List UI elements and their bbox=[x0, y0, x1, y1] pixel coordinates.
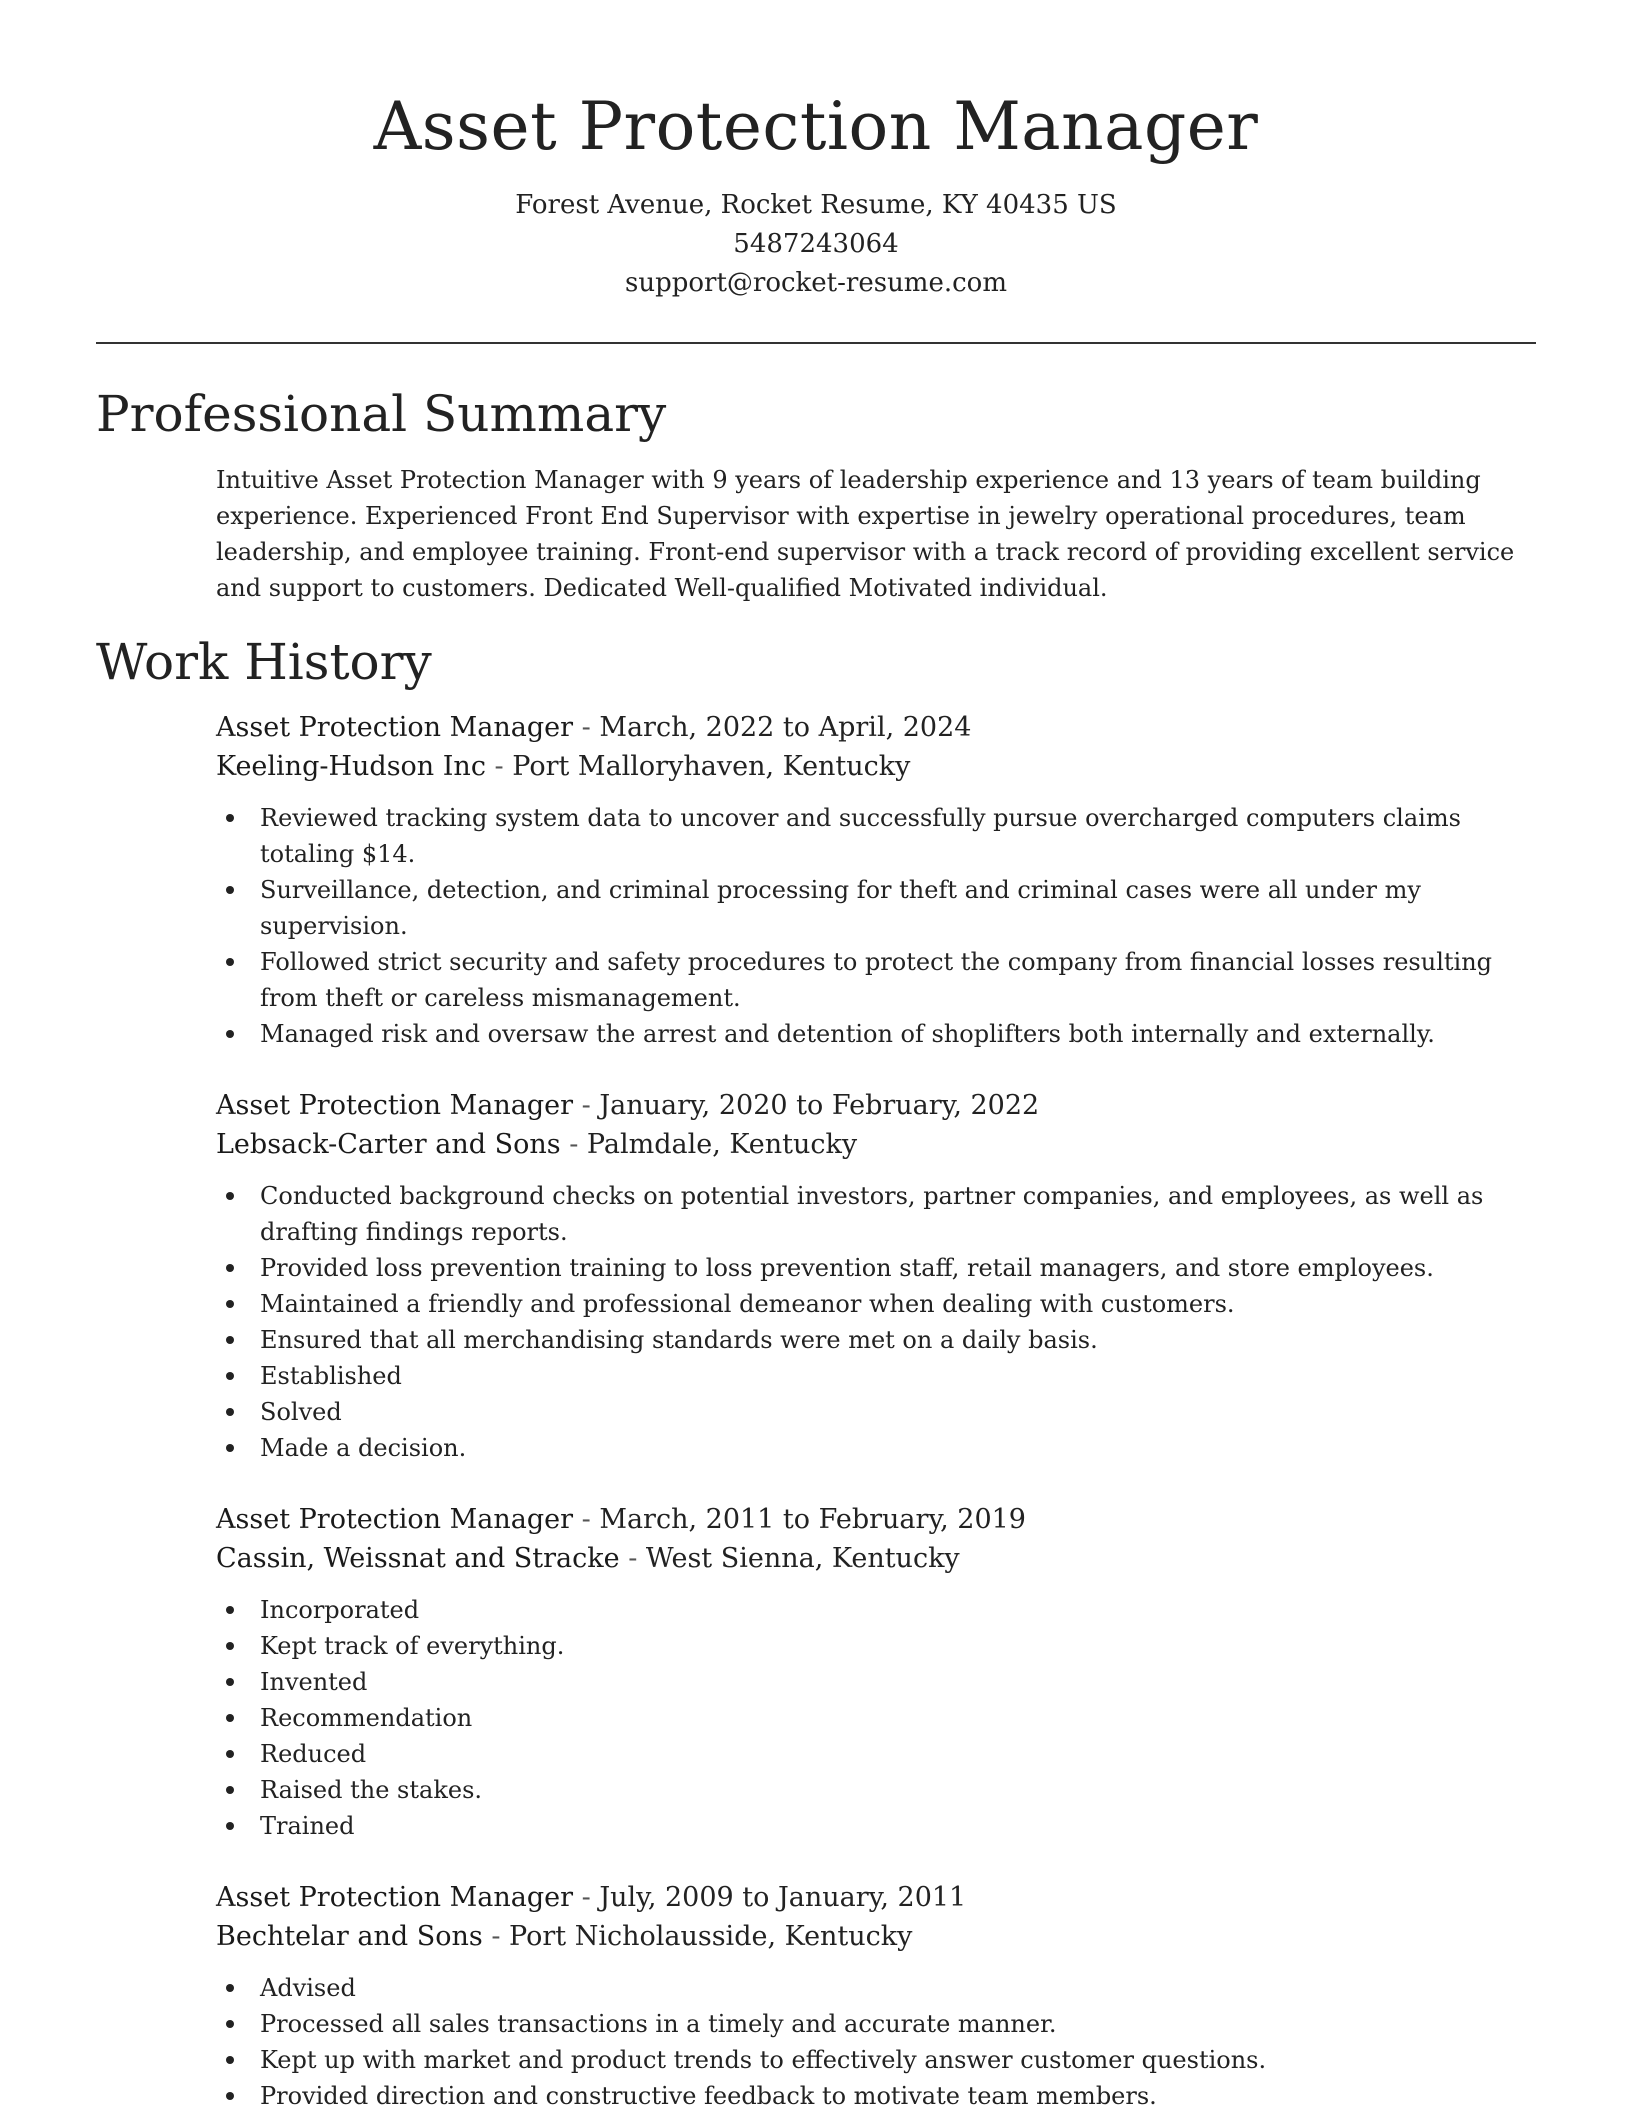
job-location: Port Nicholausside, Kentucky bbox=[509, 1921, 913, 1952]
bullet-icon bbox=[226, 1300, 234, 1308]
duty-item bbox=[260, 1178, 1536, 1250]
duty-item bbox=[260, 1970, 1536, 2006]
job-role: Asset Protection Manager bbox=[216, 1090, 574, 1121]
separator: - bbox=[573, 1882, 600, 1913]
job-company-line bbox=[216, 1125, 1536, 1164]
work-history-list bbox=[216, 708, 1536, 2112]
duty-list bbox=[216, 800, 1536, 1052]
bullet-icon bbox=[226, 958, 234, 966]
duty-text: Provided loss prevention training to loss prevention staff, retail managers, and store employees. bbox=[260, 1254, 1434, 1282]
resume-name: Asset Protection Manager bbox=[373, 88, 1259, 165]
duty-item bbox=[260, 1628, 1536, 1664]
job-role: Asset Protection Manager bbox=[216, 1504, 574, 1535]
bullet-icon bbox=[226, 1030, 234, 1038]
duty-item bbox=[260, 1808, 1536, 1844]
separator: - bbox=[619, 1543, 646, 1574]
bullet-icon bbox=[226, 1678, 234, 1686]
duty-text: Recommendation bbox=[260, 1704, 473, 1732]
job-title-line bbox=[216, 708, 1536, 747]
duty-text: Incorporated bbox=[260, 1596, 420, 1624]
duty-item bbox=[260, 1592, 1536, 1628]
duty-text: Processed all sales transactions in a timely and accurate manner. bbox=[260, 2010, 1057, 2038]
job-role: Asset Protection Manager bbox=[216, 712, 574, 743]
job-company: Keeling-Hudson Inc bbox=[216, 751, 486, 782]
summary-heading: Professional Summary bbox=[96, 385, 667, 443]
duty-text: Reduced bbox=[260, 1740, 367, 1768]
job-dates: January, 2020 to February, 2022 bbox=[599, 1090, 1040, 1121]
bullet-icon bbox=[226, 1750, 234, 1758]
duty-item bbox=[260, 1016, 1536, 1052]
summary-text: Intuitive Asset Protection Manager with 9 years of leadership experience and 13 years of team building experience. Experienced Front End Supervisor with expertise in jewelry operational procedures, team leadership, and employee training. Front-end supervisor with a track record of providing excellent service and support to customers. Dedicated Well-qualified Motivated individual. bbox=[216, 466, 1515, 602]
bullet-icon bbox=[226, 2020, 234, 2028]
duty-item bbox=[260, 1358, 1536, 1394]
job-title-line bbox=[216, 1086, 1536, 1125]
duty-item bbox=[260, 2078, 1536, 2112]
duty-text: Reviewed tracking system data to uncover and successfully pursue overcharged computers claims totaling $14. bbox=[260, 804, 1461, 868]
duty-item bbox=[260, 2042, 1536, 2078]
bullet-icon bbox=[226, 2092, 234, 2100]
duty-text: Ensured that all merchandising standards were met on a daily basis. bbox=[260, 1326, 1098, 1354]
job-location: West Sienna, Kentucky bbox=[645, 1543, 960, 1574]
bullet-icon bbox=[226, 1444, 234, 1452]
job-company: Lebsack-Carter and Sons bbox=[216, 1129, 561, 1160]
job-title-line bbox=[216, 1500, 1536, 1539]
bullet-icon bbox=[226, 1714, 234, 1722]
duty-list bbox=[216, 1178, 1536, 1466]
job-company-line bbox=[216, 1539, 1536, 1578]
contact-address: Forest Avenue, Rocket Resume, KY 40435 US bbox=[515, 190, 1117, 220]
duty-item bbox=[260, 944, 1536, 1016]
job-entry bbox=[216, 1086, 1536, 1466]
job-entry bbox=[216, 1500, 1536, 1844]
job-company-line bbox=[216, 1917, 1536, 1956]
duty-text: Managed risk and oversaw the arrest and detention of shoplifters both internally and externally. bbox=[260, 1020, 1435, 1048]
duty-text: Solved bbox=[260, 1398, 342, 1426]
duty-item bbox=[260, 1772, 1536, 1808]
bullet-icon bbox=[226, 1642, 234, 1650]
bullet-icon bbox=[226, 1606, 234, 1614]
job-title-line bbox=[216, 1878, 1536, 1917]
bullet-icon bbox=[226, 1822, 234, 1830]
separator: - bbox=[573, 1504, 600, 1535]
duty-list bbox=[216, 1592, 1536, 1844]
duty-text: Followed strict security and safety procedures to protect the company from financial losses resulting from theft or careless mismanagement. bbox=[260, 948, 1493, 1012]
duty-item bbox=[260, 1322, 1536, 1358]
job-dates: March, 2011 to February, 2019 bbox=[599, 1504, 1026, 1535]
job-location: Port Malloryhaven, Kentucky bbox=[512, 751, 911, 782]
bullet-icon bbox=[226, 1336, 234, 1344]
contact-block bbox=[0, 186, 1632, 303]
separator: - bbox=[573, 712, 600, 743]
bullet-icon bbox=[226, 1984, 234, 1992]
separator: - bbox=[560, 1129, 587, 1160]
bullet-icon bbox=[226, 1192, 234, 1200]
separator: - bbox=[573, 1090, 600, 1121]
duty-text: Conducted background checks on potential investors, partner companies, and employees, as well as drafting findings reports. bbox=[260, 1182, 1484, 1246]
duty-text: Advised bbox=[260, 1974, 356, 2002]
bullet-icon bbox=[226, 814, 234, 822]
duty-text: Raised the stakes. bbox=[260, 1776, 483, 1804]
duty-item bbox=[260, 2006, 1536, 2042]
duty-text: Provided direction and constructive feedback to motivate team members. bbox=[260, 2082, 1157, 2110]
job-entry bbox=[216, 708, 1536, 1052]
duty-text: Made a decision. bbox=[260, 1434, 467, 1462]
duty-text: Invented bbox=[260, 1668, 368, 1696]
header-divider bbox=[96, 342, 1536, 344]
job-dates: July, 2009 to January, 2011 bbox=[599, 1882, 967, 1913]
duty-text: Established bbox=[260, 1362, 402, 1390]
duty-item bbox=[260, 872, 1536, 944]
duty-text: Trained bbox=[260, 1812, 355, 1840]
job-dates: March, 2022 to April, 2024 bbox=[599, 712, 972, 743]
resume-header bbox=[0, 0, 1632, 303]
duty-text: Surveillance, detection, and criminal processing for theft and criminal cases were all under my supervision. bbox=[260, 876, 1421, 940]
duty-item bbox=[260, 1664, 1536, 1700]
duty-text: Kept track of everything. bbox=[260, 1632, 565, 1660]
job-company: Bechtelar and Sons bbox=[216, 1921, 483, 1952]
duty-text: Maintained a friendly and professional demeanor when dealing with customers. bbox=[260, 1290, 1235, 1318]
duty-list bbox=[216, 1970, 1536, 2112]
bullet-icon bbox=[226, 1264, 234, 1272]
bullet-icon bbox=[226, 1786, 234, 1794]
duty-item bbox=[260, 1250, 1536, 1286]
duty-item bbox=[260, 800, 1536, 872]
job-company: Cassin, Weissnat and Stracke bbox=[216, 1543, 620, 1574]
duty-item bbox=[260, 1700, 1536, 1736]
job-location: Palmdale, Kentucky bbox=[586, 1129, 858, 1160]
job-entry bbox=[216, 1878, 1536, 2112]
duty-item bbox=[260, 1736, 1536, 1772]
bullet-icon bbox=[226, 886, 234, 894]
duty-text: Kept up with market and product trends to effectively answer customer questions. bbox=[260, 2046, 1267, 2074]
job-role: Asset Protection Manager bbox=[216, 1882, 574, 1913]
separator: - bbox=[482, 1921, 510, 1952]
job-company-line bbox=[216, 747, 1536, 786]
work-history-heading: Work History bbox=[96, 633, 432, 691]
duty-item bbox=[260, 1286, 1536, 1322]
bullet-icon bbox=[226, 1372, 234, 1380]
separator: - bbox=[485, 751, 513, 782]
contact-email: support@rocket-resume.com bbox=[624, 268, 1007, 298]
bullet-icon bbox=[226, 1408, 234, 1416]
bullet-icon bbox=[226, 2056, 234, 2064]
duty-item bbox=[260, 1430, 1536, 1466]
duty-item bbox=[260, 1394, 1536, 1430]
contact-phone: 5487243064 bbox=[733, 229, 899, 259]
